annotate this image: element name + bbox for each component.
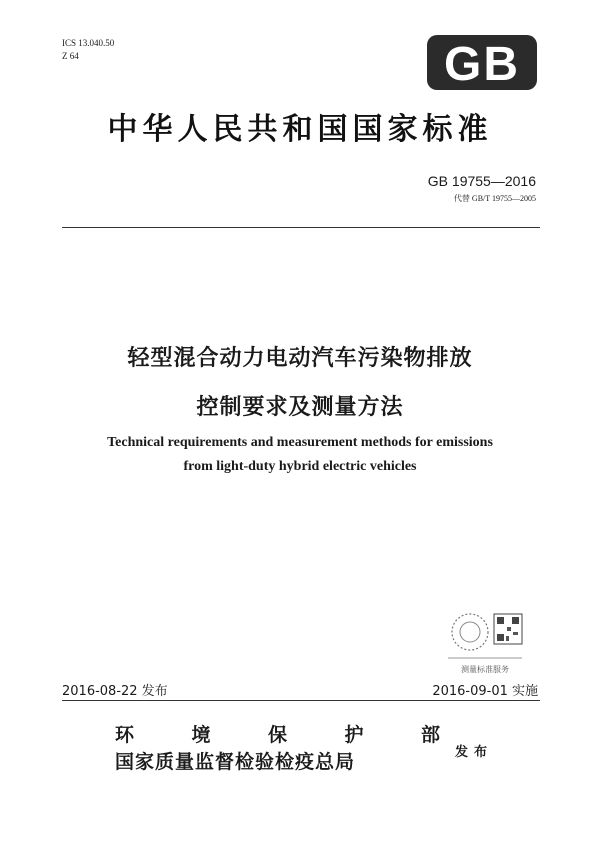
issue-label: 发布 — [455, 745, 494, 760]
issuer-ministry-char: 境 — [191, 724, 211, 746]
top-divider — [62, 227, 540, 228]
english-title-line-1: Technical requirements and measurement methods for emissions — [107, 435, 493, 450]
ccs-code: Z 64 — [62, 51, 79, 61]
verification-stamp — [440, 600, 530, 678]
stamp-label: 测量标准服务 — [461, 665, 509, 674]
issuer-ministry-char: 环 — [115, 724, 135, 746]
chinese-title-line-2: 控制要求及测量方法 — [196, 395, 404, 420]
gb-logo — [427, 35, 537, 90]
chinese-title-line-1: 轻型混合动力电动汽车污染物排放 — [127, 346, 473, 371]
gb-logo-text: GB — [444, 38, 520, 90]
issue-date: 2016-08-22 发布 — [62, 684, 168, 699]
english-title-line-2: from light-duty hybrid electric vehicles — [183, 459, 417, 474]
implementation-date: 2016-09-01 实施 — [432, 684, 538, 699]
national-standard-heading: 中华人民共和国国家标准 — [107, 112, 493, 147]
standard-number: GB 19755—2016 — [427, 173, 536, 189]
ics-code: ICS 13.040.50 — [62, 38, 115, 48]
issuer-aqsiq: 国家质量监督检验检疫总局 — [115, 751, 356, 773]
issuer-ministry-char: 部 — [420, 724, 440, 746]
issuer-ministry-char: 保 — [267, 724, 287, 746]
issuer-ministry — [115, 720, 440, 747]
bottom-divider — [62, 700, 540, 701]
issuer-ministry-char: 护 — [344, 724, 364, 746]
replaces-standard: 代替 GB/T 19755—2005 — [453, 194, 536, 203]
